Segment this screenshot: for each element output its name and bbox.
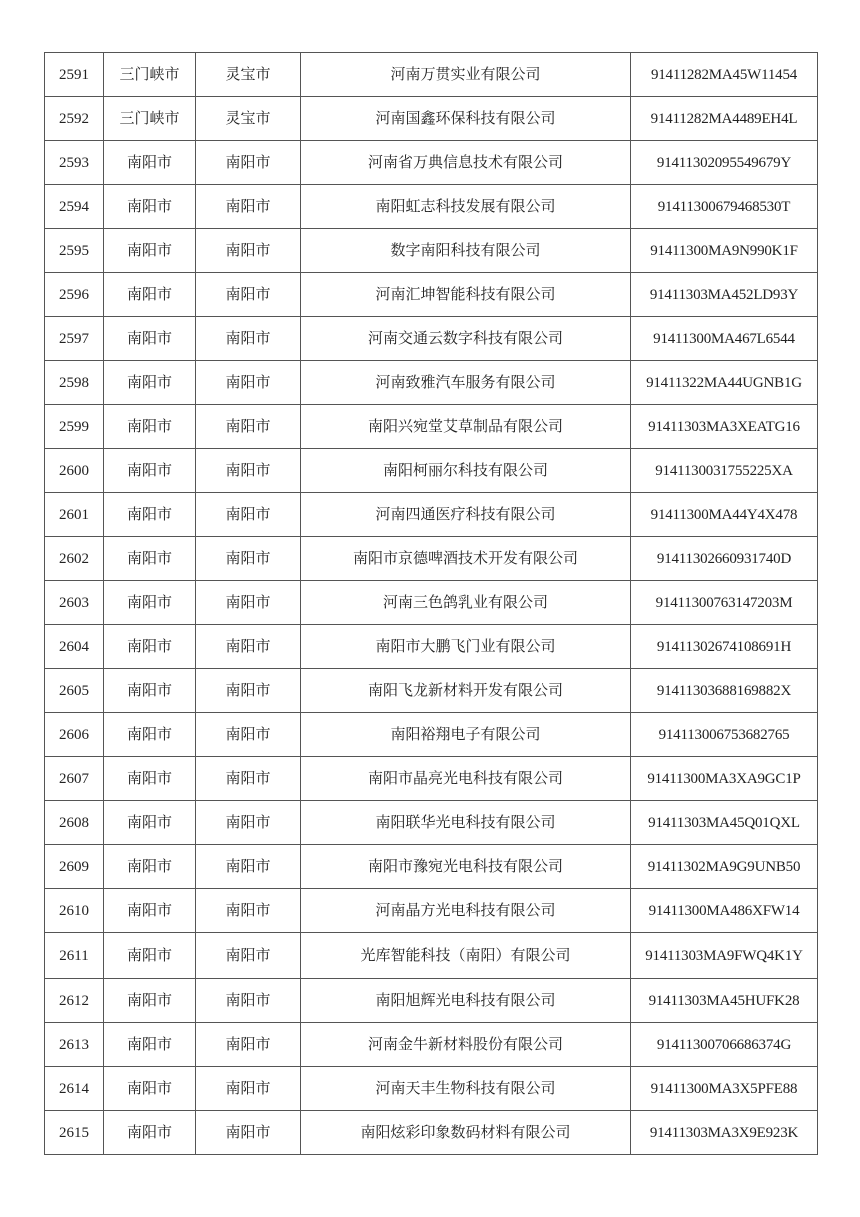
county-cell: 南阳市: [196, 713, 301, 757]
row-number-cell: 2601: [45, 493, 104, 537]
credit-code-cell: 91411303MA452LD93Y: [631, 273, 818, 317]
county-cell: 南阳市: [196, 669, 301, 713]
county-cell: 南阳市: [196, 889, 301, 933]
table-row: [45, 933, 818, 979]
county-cell: 南阳市: [196, 449, 301, 493]
credit-code-cell: 91411282MA45W11454: [631, 53, 818, 97]
table-row: [45, 713, 818, 757]
row-number-cell: 2595: [45, 229, 104, 273]
credit-code-cell: 91411303MA45HUFK28: [631, 979, 818, 1023]
row-number-cell: 2593: [45, 141, 104, 185]
row-number-cell: 2613: [45, 1023, 104, 1067]
city-cell: 南阳市: [104, 493, 196, 537]
city-cell: 南阳市: [104, 625, 196, 669]
city-cell: 三门峡市: [104, 97, 196, 141]
county-cell: 南阳市: [196, 141, 301, 185]
credit-code-cell: 91411302MA9G9UNB50: [631, 845, 818, 889]
credit-code-cell: 9141130031755225XA: [631, 449, 818, 493]
table-row: [45, 979, 818, 1023]
county-cell: 南阳市: [196, 757, 301, 801]
county-cell: 南阳市: [196, 845, 301, 889]
company-name-cell: 南阳旭辉光电科技有限公司: [301, 979, 631, 1023]
company-name-cell: 南阳虹志科技发展有限公司: [301, 185, 631, 229]
row-number-cell: 2592: [45, 97, 104, 141]
row-number-cell: 2594: [45, 185, 104, 229]
county-cell: 南阳市: [196, 979, 301, 1023]
row-number-cell: 2600: [45, 449, 104, 493]
company-name-cell: 河南天丰生物科技有限公司: [301, 1067, 631, 1111]
company-name-cell: 南阳市晶亮光电科技有限公司: [301, 757, 631, 801]
city-cell: 南阳市: [104, 979, 196, 1023]
county-cell: 南阳市: [196, 625, 301, 669]
table-row: [45, 1023, 818, 1067]
row-number-cell: 2608: [45, 801, 104, 845]
company-name-cell: 南阳兴宛堂艾草制品有限公司: [301, 405, 631, 449]
credit-code-cell: 91411300MA486XFW14: [631, 889, 818, 933]
credit-code-cell: 91411303688169882X: [631, 669, 818, 713]
credit-code-cell: 91411300MA3X5PFE88: [631, 1067, 818, 1111]
credit-code-cell: 91411282MA4489EH4L: [631, 97, 818, 141]
table-row: [45, 405, 818, 449]
county-cell: 南阳市: [196, 317, 301, 361]
city-cell: 三门峡市: [104, 53, 196, 97]
city-cell: 南阳市: [104, 1067, 196, 1111]
table-row: [45, 97, 818, 141]
county-cell: 南阳市: [196, 537, 301, 581]
row-number-cell: 2607: [45, 757, 104, 801]
company-name-cell: 河南省万典信息技术有限公司: [301, 141, 631, 185]
table-row: [45, 141, 818, 185]
row-number-cell: 2603: [45, 581, 104, 625]
city-cell: 南阳市: [104, 537, 196, 581]
table-row: [45, 1111, 818, 1155]
company-name-cell: 河南三色鸽乳业有限公司: [301, 581, 631, 625]
table-row: [45, 889, 818, 933]
company-name-cell: 南阳市大鹏飞门业有限公司: [301, 625, 631, 669]
row-number-cell: 2602: [45, 537, 104, 581]
table-row: [45, 317, 818, 361]
table-row: [45, 185, 818, 229]
table-row: [45, 757, 818, 801]
row-number-cell: 2610: [45, 889, 104, 933]
row-number-cell: 2596: [45, 273, 104, 317]
row-number-cell: 2599: [45, 405, 104, 449]
table-row: [45, 801, 818, 845]
row-number-cell: 2615: [45, 1111, 104, 1155]
company-name-cell: 河南晶方光电科技有限公司: [301, 889, 631, 933]
county-cell: 南阳市: [196, 801, 301, 845]
city-cell: 南阳市: [104, 933, 196, 979]
city-cell: 南阳市: [104, 1111, 196, 1155]
row-number-cell: 2604: [45, 625, 104, 669]
row-number-cell: 2614: [45, 1067, 104, 1111]
company-name-cell: 河南致雅汽车服务有限公司: [301, 361, 631, 405]
table-row: [45, 669, 818, 713]
table-row: [45, 1067, 818, 1111]
city-cell: 南阳市: [104, 273, 196, 317]
enterprise-table: [44, 52, 818, 1155]
credit-code-cell: 91411303MA3XEATG16: [631, 405, 818, 449]
table-row: [45, 361, 818, 405]
credit-code-cell: 91411302095549679Y: [631, 141, 818, 185]
company-name-cell: 河南四通医疗科技有限公司: [301, 493, 631, 537]
city-cell: 南阳市: [104, 889, 196, 933]
credit-code-cell: 91411300679468530T: [631, 185, 818, 229]
credit-code-cell: 91411300MA44Y4X478: [631, 493, 818, 537]
credit-code-cell: 91411300MA3XA9GC1P: [631, 757, 818, 801]
credit-code-cell: 91411322MA44UGNB1G: [631, 361, 818, 405]
credit-code-cell: 914113006753682765: [631, 713, 818, 757]
county-cell: 南阳市: [196, 185, 301, 229]
credit-code-cell: 91411300MA9N990K1F: [631, 229, 818, 273]
table-row: [45, 273, 818, 317]
city-cell: 南阳市: [104, 669, 196, 713]
city-cell: 南阳市: [104, 361, 196, 405]
credit-code-cell: 91411302674108691H: [631, 625, 818, 669]
county-cell: 南阳市: [196, 1067, 301, 1111]
row-number-cell: 2606: [45, 713, 104, 757]
credit-code-cell: 91411300706686374G: [631, 1023, 818, 1067]
city-cell: 南阳市: [104, 845, 196, 889]
city-cell: 南阳市: [104, 757, 196, 801]
city-cell: 南阳市: [104, 229, 196, 273]
credit-code-cell: 91411300763147203M: [631, 581, 818, 625]
company-name-cell: 河南金牛新材料股份有限公司: [301, 1023, 631, 1067]
county-cell: 南阳市: [196, 229, 301, 273]
table-row: [45, 625, 818, 669]
company-name-cell: 南阳裕翔电子有限公司: [301, 713, 631, 757]
county-cell: 南阳市: [196, 493, 301, 537]
company-name-cell: 河南交通云数字科技有限公司: [301, 317, 631, 361]
row-number-cell: 2597: [45, 317, 104, 361]
city-cell: 南阳市: [104, 317, 196, 361]
company-name-cell: 河南汇坤智能科技有限公司: [301, 273, 631, 317]
table-row: [45, 581, 818, 625]
company-name-cell: 南阳市豫宛光电科技有限公司: [301, 845, 631, 889]
row-number-cell: 2609: [45, 845, 104, 889]
county-cell: 灵宝市: [196, 97, 301, 141]
city-cell: 南阳市: [104, 185, 196, 229]
row-number-cell: 2591: [45, 53, 104, 97]
county-cell: 南阳市: [196, 581, 301, 625]
credit-code-cell: 91411302660931740D: [631, 537, 818, 581]
row-number-cell: 2605: [45, 669, 104, 713]
company-name-cell: 河南万贯实业有限公司: [301, 53, 631, 97]
credit-code-cell: 91411303MA3X9E923K: [631, 1111, 818, 1155]
company-name-cell: 数字南阳科技有限公司: [301, 229, 631, 273]
table-row: [45, 449, 818, 493]
company-name-cell: 南阳联华光电科技有限公司: [301, 801, 631, 845]
table-row: [45, 537, 818, 581]
city-cell: 南阳市: [104, 405, 196, 449]
city-cell: 南阳市: [104, 581, 196, 625]
company-name-cell: 南阳飞龙新材料开发有限公司: [301, 669, 631, 713]
company-name-cell: 南阳市京德啤酒技术开发有限公司: [301, 537, 631, 581]
table-row: [45, 53, 818, 97]
company-name-cell: 南阳柯丽尔科技有限公司: [301, 449, 631, 493]
county-cell: 南阳市: [196, 1023, 301, 1067]
county-cell: 南阳市: [196, 361, 301, 405]
row-number-cell: 2598: [45, 361, 104, 405]
company-name-cell: 河南国鑫环保科技有限公司: [301, 97, 631, 141]
credit-code-cell: 91411300MA467L6544: [631, 317, 818, 361]
table-row: [45, 845, 818, 889]
county-cell: 南阳市: [196, 933, 301, 979]
city-cell: 南阳市: [104, 713, 196, 757]
county-cell: 南阳市: [196, 1111, 301, 1155]
row-number-cell: 2612: [45, 979, 104, 1023]
city-cell: 南阳市: [104, 1023, 196, 1067]
county-cell: 灵宝市: [196, 53, 301, 97]
city-cell: 南阳市: [104, 141, 196, 185]
city-cell: 南阳市: [104, 449, 196, 493]
row-number-cell: 2611: [45, 933, 104, 979]
company-name-cell: 光库智能科技（南阳）有限公司: [301, 933, 631, 979]
company-name-cell: 南阳炫彩印象数码材料有限公司: [301, 1111, 631, 1155]
county-cell: 南阳市: [196, 273, 301, 317]
county-cell: 南阳市: [196, 405, 301, 449]
credit-code-cell: 91411303MA45Q01QXL: [631, 801, 818, 845]
city-cell: 南阳市: [104, 801, 196, 845]
credit-code-cell: 91411303MA9FWQ4K1Y: [631, 933, 818, 979]
table-row: [45, 229, 818, 273]
table-row: [45, 493, 818, 537]
table-body: [45, 53, 818, 1155]
